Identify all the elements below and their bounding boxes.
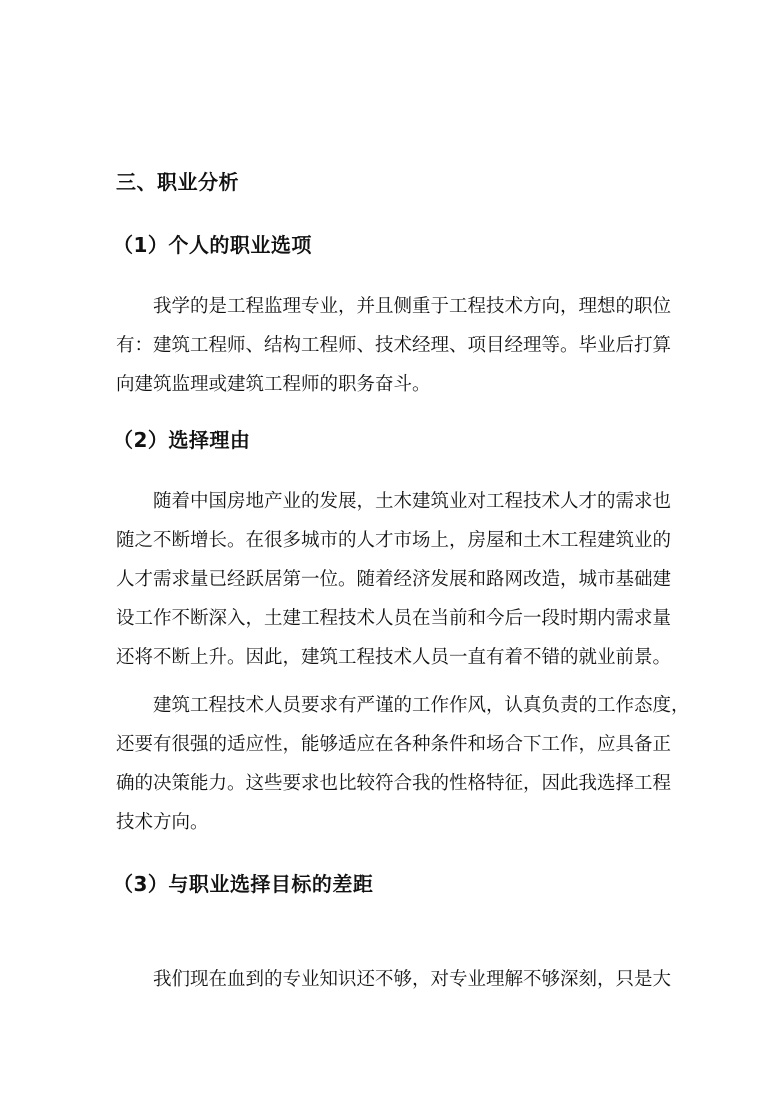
paragraph-line: 随之不断增长。在很多城市的人才市场上，房屋和土木工程建筑业的 [116,530,672,551]
paragraph-line: 确的决策能力。这些要求也比较符合我的性格特征，因此我选择工程 [116,773,672,794]
main-heading: 三、职业分析 [116,170,239,194]
paragraph-line: 随着中国房地产业的发展，土木建筑业对工程技术人才的需求也 [153,491,672,512]
paragraph-line: 人才需求量已经跃居第一位。随着经济发展和路网改造，城市基础建 [116,569,672,590]
paragraph-line: 设工作不断深入，土建工程技术人员在当前和今后一段时期内需求量 [116,608,672,629]
section2-paragraph-2 [116,686,690,842]
section3-heading: （3）与职业选择目标的差距 [113,872,374,896]
paragraph-line: 我学的是工程监理专业，并且侧重于工程技术方向，理想的职位 [153,296,672,317]
section2-heading: （2）选择理由 [113,428,251,452]
paragraph-line: 向建筑监理或建筑工程师的职务奋斗。 [116,374,431,395]
section1-heading: （1）个人的职业选项 [113,233,312,257]
paragraph-line: 还将不断上升。因此，建筑工程技术人员一直有着不错的就业前景。 [116,647,672,668]
paragraph-line: 技术方向。 [116,812,209,833]
paragraph-line: 有：建筑工程师、结构工程师、技术经理、项目经理等。毕业后打算 [116,335,672,356]
section2-paragraph-1 [116,482,672,677]
section1-paragraph [116,287,672,404]
paragraph-line: 建筑工程技术人员要求有严谨的工作作风，认真负责的工作态度， [153,695,690,716]
paragraph-line: 我们现在血到的专业知识还不够，对专业理解不够深刻，只是大 [153,969,672,990]
paragraph-line: 还要有很强的适应性，能够适应在各种条件和场合下工作，应具备正 [116,734,672,755]
section3-paragraph [116,960,672,999]
